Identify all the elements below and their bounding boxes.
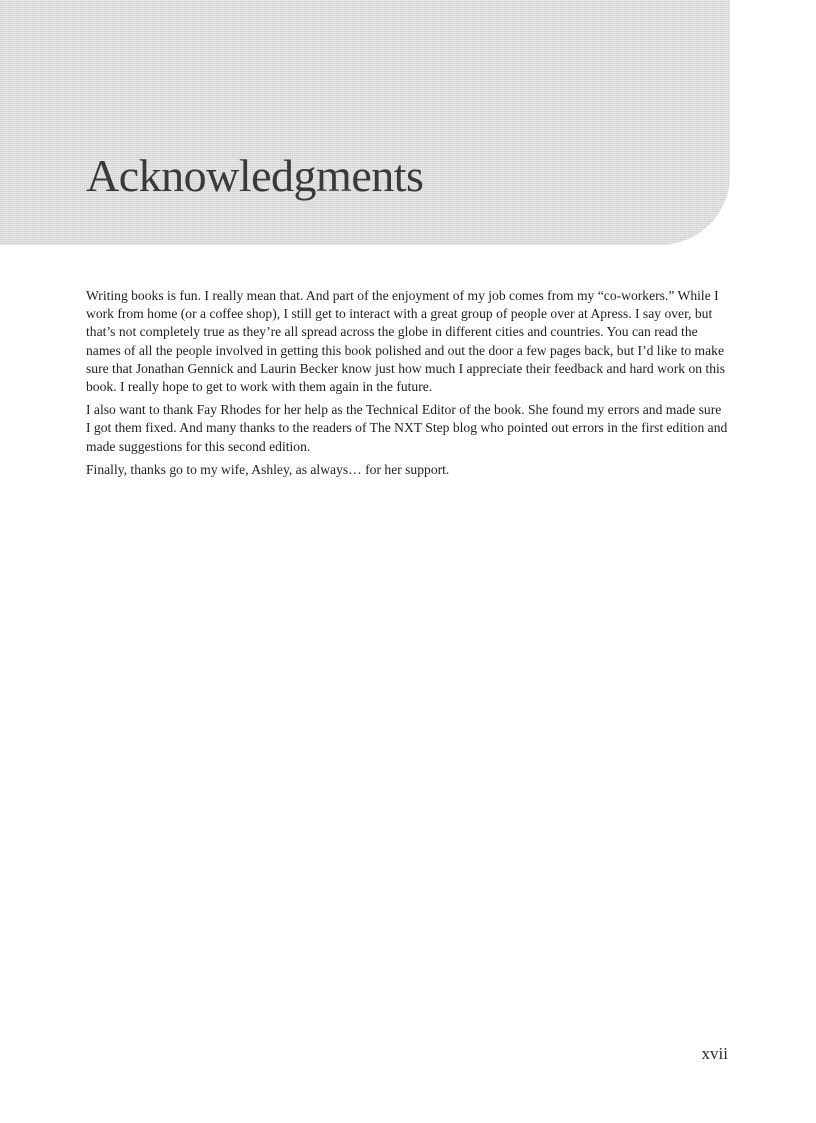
paragraph-3: Finally, thanks go to my wife, Ashley, as always… for her support. — [86, 461, 450, 477]
page-number: xvii — [701, 1044, 728, 1063]
chapter-header-band — [0, 0, 730, 245]
paragraph-1: Writing books is fun. I really mean that. And part of the enjoyment of my job comes from my “co-workers.” While I work from home (or a coffee shop), I still get to interact with a great group of people over at Apress. I say over, but that’s not completely true as they’re all spread across the globe in different cities and countries. You can read the names of all the people involved in getting this book polished and out the door a few pages back, but I’d like to make sure that Jonathan Gennick and Laurin Becker know just how much I appreciate their feedback and hard work on this book. I really hope to get to work with them again in the future. — [86, 288, 726, 395]
acknowledgments-body — [86, 287, 728, 484]
page-title: Acknowledgments — [86, 150, 424, 201]
paragraph-2: I also want to thank Fay Rhodes for her help as the Technical Editor of the book. She found my errors and made sure I got them fixed. And many thanks to the readers of The NXT Step blog who pointed out errors in the first edition and made suggestions for this second edition. — [86, 402, 728, 454]
